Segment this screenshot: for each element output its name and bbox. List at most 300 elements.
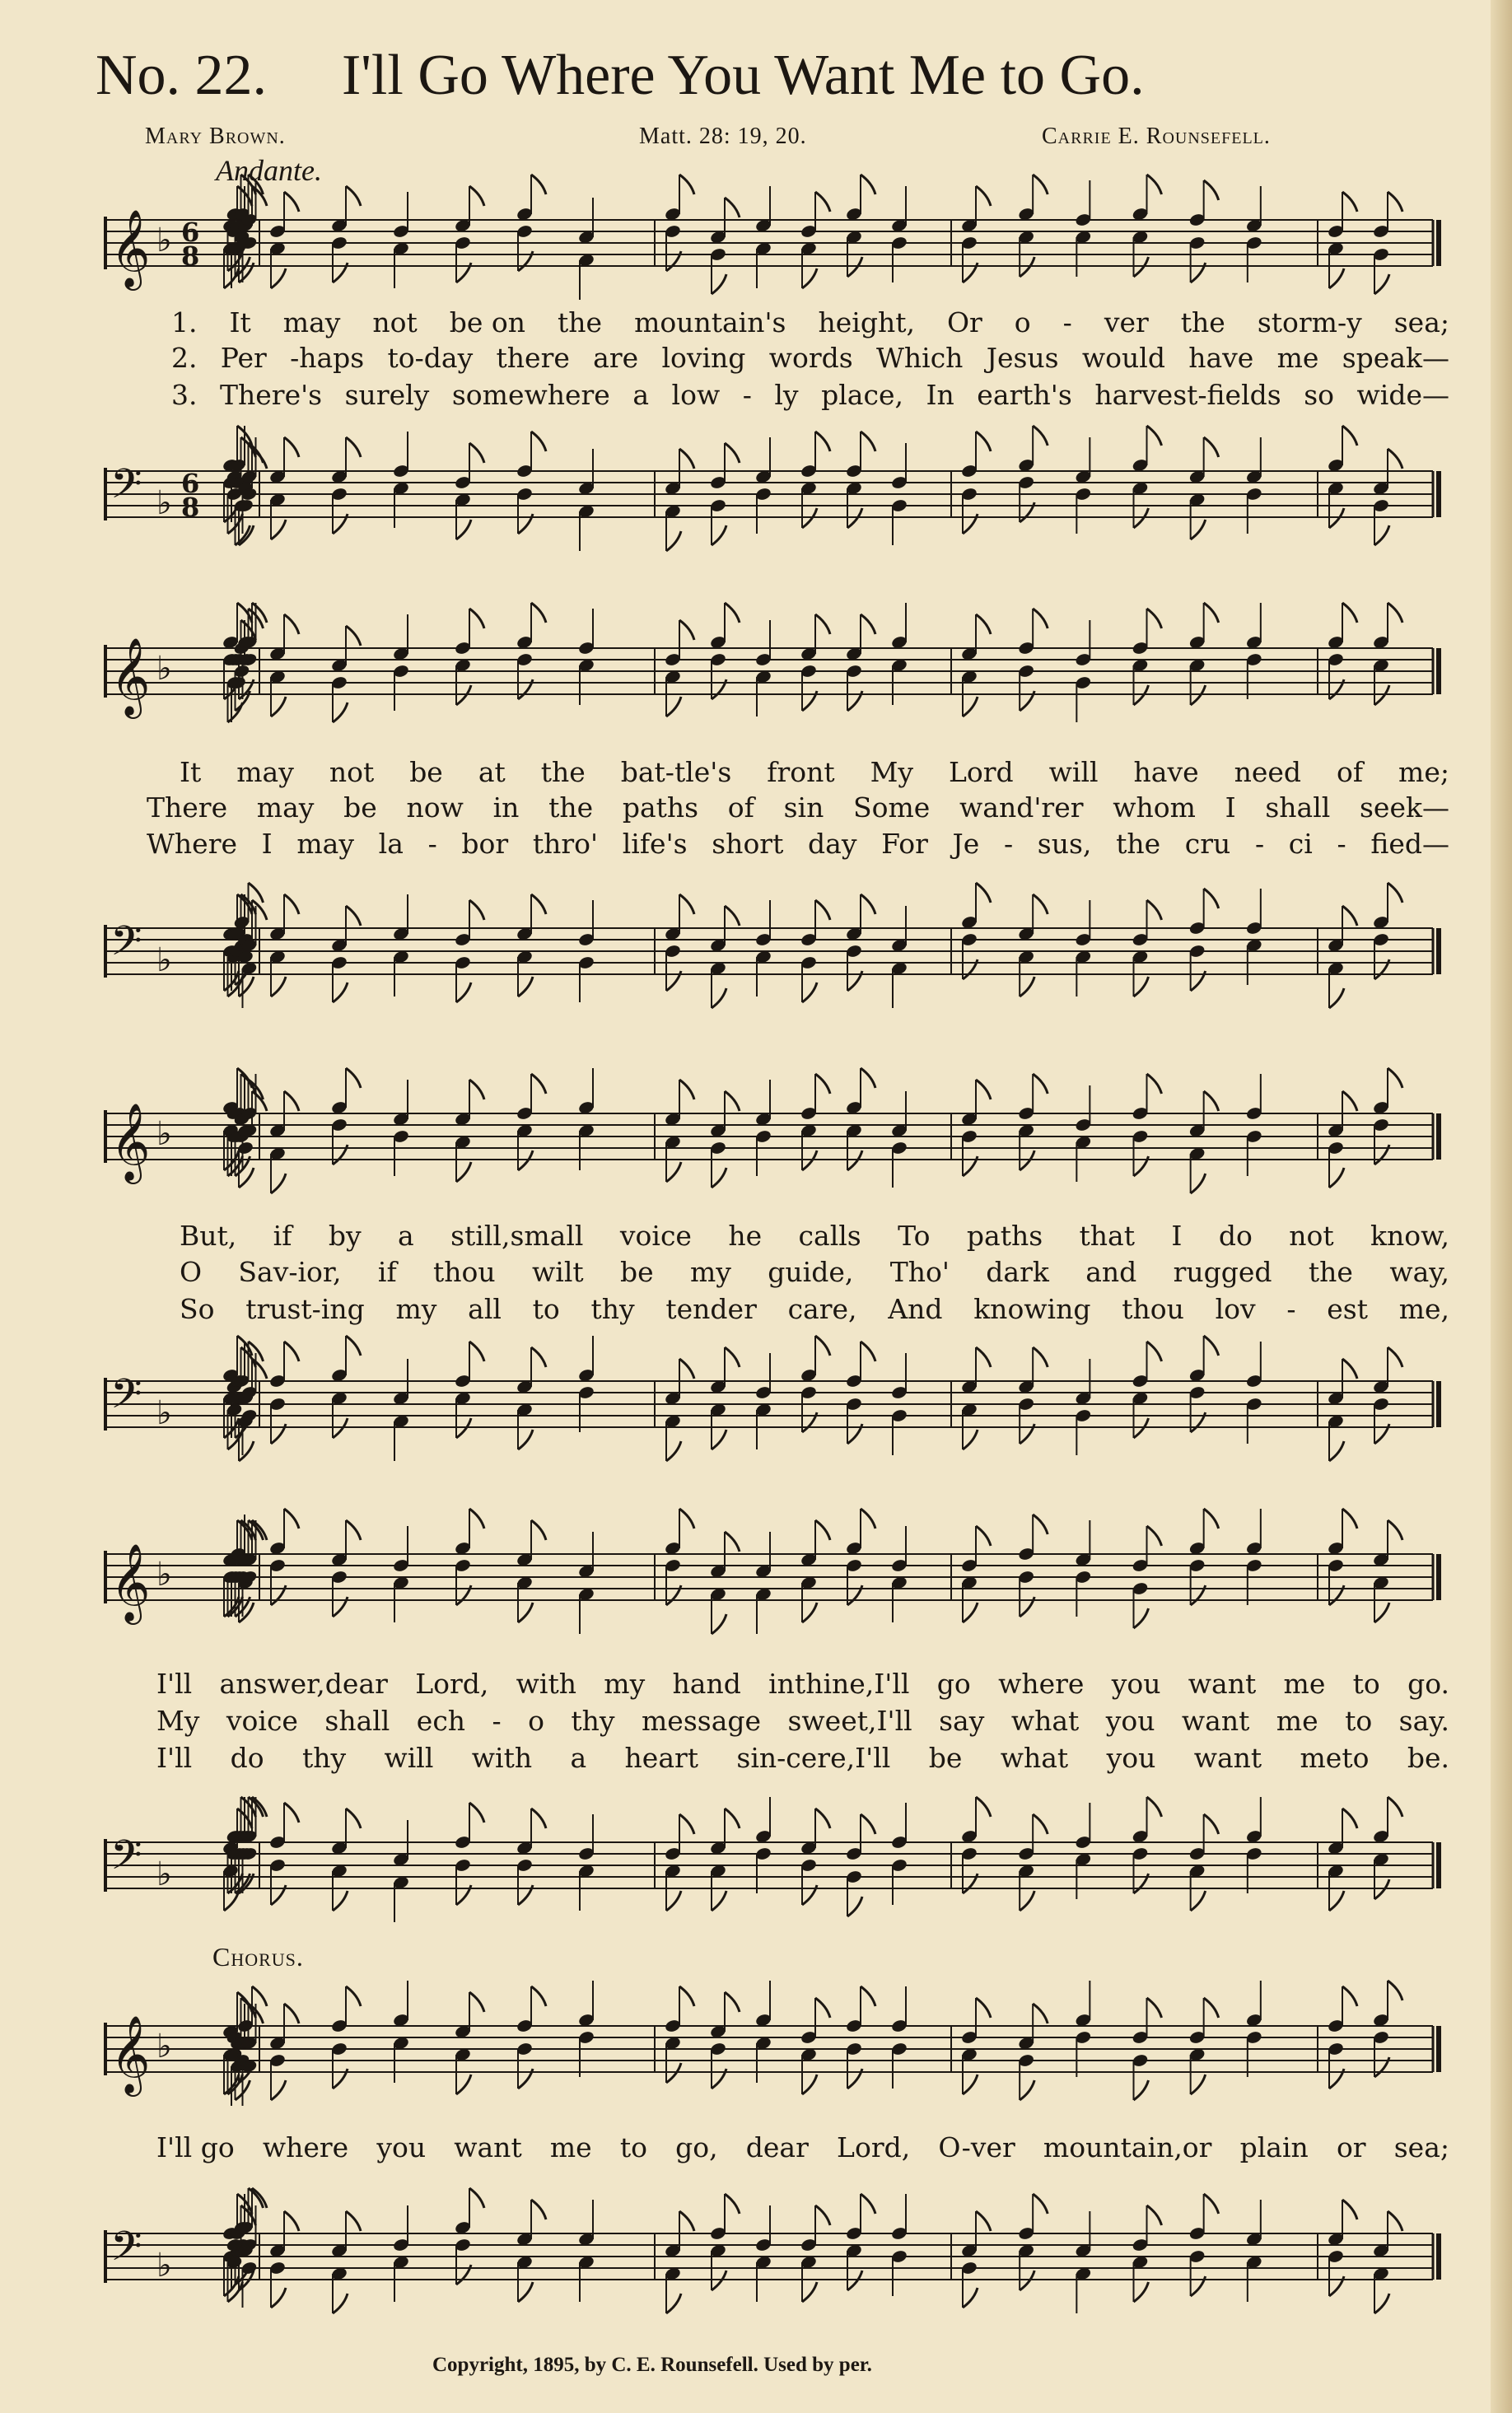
note-flag [1147, 175, 1162, 194]
note-flag [666, 1441, 681, 1461]
note-flag [712, 274, 726, 294]
note-flag [725, 443, 740, 463]
lyric-word: Or [946, 306, 982, 338]
bass-clef-icon: 𝄢 [110, 1832, 142, 1889]
system-1-verse-3 [0, 379, 1512, 412]
lyric-word: a [398, 1220, 414, 1252]
note-flag [861, 1068, 875, 1088]
lyric-word: hand [672, 1668, 741, 1700]
lyric-word: a [632, 379, 650, 411]
note-flag [1191, 1891, 1206, 1911]
lyric-word: be. [1407, 1742, 1449, 1774]
note-flag [271, 1174, 286, 1193]
lyric-word: shall [1265, 791, 1331, 824]
lyric-word: cru [1184, 828, 1231, 860]
copyright-notice: Copyright, 1895, by C. E. Rounsefell. Used by per. [432, 2354, 872, 2376]
note-flag [531, 1520, 546, 1540]
lyric-word: and [1085, 1256, 1137, 1288]
lyric-word: thou [433, 1256, 496, 1288]
lyric-word: of [1337, 756, 1364, 788]
note-flag [679, 2211, 694, 2231]
lyric-word: say [939, 1705, 985, 1737]
note-flag [333, 982, 348, 1002]
lyric-word: of [727, 791, 754, 824]
note-flag [252, 1986, 267, 2006]
note-flag [861, 894, 875, 914]
note-flag [847, 1897, 862, 1916]
bass-clef-icon: 𝄢 [110, 917, 142, 975]
lyric-word: may [296, 828, 354, 860]
note-flag [725, 603, 740, 623]
note-flag [237, 603, 252, 623]
note-flag [963, 697, 978, 716]
lyric-word: Per [220, 342, 267, 374]
lyric-word: me [549, 2131, 592, 2163]
flat-icon: ♭ [156, 1556, 172, 1594]
lyric-word: be [928, 1742, 963, 1774]
lyric-word: thro' [532, 828, 599, 860]
note-flag [271, 2080, 286, 2100]
lyric-word: Where [147, 828, 238, 860]
note-flag [1388, 192, 1402, 212]
note-flag [1374, 1603, 1389, 1622]
lyric-word: may [256, 791, 315, 824]
note-flag [531, 603, 546, 623]
note-flag [1204, 1998, 1219, 2018]
hymn-number: No. 22. [96, 44, 268, 107]
note-flag [531, 1074, 546, 1094]
lyric-word: with [516, 1668, 576, 1700]
note-flag [1204, 1091, 1219, 1111]
lyric-word: not [329, 756, 375, 788]
lyric-word: voice [226, 1705, 298, 1737]
lyric-word: there [496, 342, 570, 374]
lyric-word: by [328, 1220, 362, 1252]
note-flag [284, 894, 299, 914]
lyric-word: to-day [387, 342, 474, 374]
lyric-word: Lord, [837, 2131, 911, 2163]
system-3-verse-1 [0, 1220, 1512, 1253]
lyric-word: harvest-fields [1094, 379, 1281, 411]
note-flag [284, 437, 299, 457]
lyric-word: with [471, 1742, 533, 1774]
lyric-word: need [1234, 756, 1302, 788]
note-flag [725, 1992, 740, 2012]
note-flag [1191, 2075, 1206, 2094]
note-flag [1134, 2080, 1149, 2100]
lyric-word: voice [619, 1220, 692, 1252]
system-5-treble [0, 1972, 1512, 2125]
note-flag [1204, 180, 1219, 200]
lyric-word: all [468, 1293, 502, 1325]
note-flag [346, 626, 361, 646]
lyric-word: sweet,I'll [787, 1705, 912, 1737]
note-flag [861, 1509, 875, 1529]
note-flag [346, 1520, 361, 1540]
lyric-word: dark [986, 1256, 1049, 1288]
note-flag [1147, 1342, 1162, 1361]
lyric-word: - [1337, 828, 1346, 860]
lyric-word: somewhere [451, 379, 610, 411]
note-flag [284, 1091, 299, 1111]
note-flag [666, 697, 681, 716]
lyric-word: still,small [450, 1220, 584, 1252]
treble-clef-icon: 𝄞 [110, 637, 151, 716]
lyric-word: life's [622, 828, 688, 860]
note-flag [224, 1891, 239, 1911]
lyric-word: 3. [171, 379, 198, 411]
lyric-word: Tho' [889, 1256, 950, 1288]
lyric-word: now [406, 791, 464, 824]
time-signature-top: 6 [181, 217, 200, 248]
treble-clef-icon: 𝄞 [110, 1543, 151, 1622]
lyric-word: My [870, 756, 914, 788]
lyric-word: knowing [973, 1293, 1091, 1325]
lyric-word: me; [1398, 756, 1449, 788]
lyric-word: front [767, 756, 835, 788]
bass-clef-icon: 𝄢 [110, 1370, 142, 1428]
note-flag [976, 614, 991, 634]
lyric-word: be on [449, 306, 526, 338]
lyric-word: my [395, 1293, 437, 1325]
treble-clef-icon: 𝄞 [110, 1103, 151, 1181]
lyric-word: speak— [1342, 342, 1449, 374]
lyric-word: In [926, 379, 954, 411]
lyric-word: me [1276, 1705, 1318, 1737]
note-flag [1388, 2211, 1402, 2231]
lyric-word: day [808, 828, 857, 860]
lyric-word: -haps [290, 342, 365, 374]
lyric-word: in [492, 791, 520, 824]
note-flag [712, 1891, 726, 1911]
lyric-word: me [1283, 1668, 1326, 1700]
note-flag [469, 1992, 484, 2012]
note-flag [815, 432, 830, 451]
note-flag [725, 1532, 740, 1552]
tempo-marking: Andante. [216, 154, 322, 187]
lyric-word: So [180, 1293, 215, 1325]
lyric-word: I'll [156, 1742, 193, 1774]
note-flag [1134, 2282, 1149, 2302]
note-flag [666, 1162, 681, 1182]
lyric-word: my [604, 1668, 646, 1700]
note-flag [976, 1080, 991, 1099]
note-flag [861, 1814, 875, 1834]
lyric-word: have [1133, 756, 1199, 788]
note-flag [976, 432, 991, 451]
system-2-bass [0, 869, 1512, 1034]
lyric-word: calls [798, 1220, 861, 1252]
system-2-verse-3 [0, 828, 1512, 861]
lyric-word: There's [220, 379, 323, 411]
lyric-word: I [1225, 791, 1236, 824]
note-flag [815, 1336, 830, 1356]
note-flag [271, 2288, 286, 2308]
lyric-word: way, [1389, 1256, 1449, 1288]
note-flag [1147, 1074, 1162, 1094]
flat-icon: ♭ [156, 1394, 172, 1432]
lyric-word: lov [1215, 1293, 1256, 1325]
lyric-word: you [1106, 1742, 1156, 1774]
note-flag [469, 1080, 484, 1099]
lyric-word: Je [952, 828, 980, 860]
note-flag [802, 268, 817, 288]
note-flag [1147, 2205, 1162, 2225]
note-flag [284, 192, 299, 212]
note-flag [333, 2294, 348, 2313]
lyric-word: Lord, [415, 1668, 489, 1700]
note-flag [252, 1359, 267, 1379]
lyric-word: Sav-ior, [238, 1256, 342, 1288]
note-flag [1033, 2004, 1048, 2023]
note-flag [1342, 426, 1357, 446]
lyric-word: meto [1300, 1742, 1370, 1774]
note-flag [666, 1891, 681, 1911]
note-flag [1191, 1174, 1206, 1193]
note-flag [1134, 1608, 1149, 1628]
note-flag [456, 520, 471, 539]
note-flag [1388, 1520, 1402, 1540]
lyric-word: words [768, 342, 853, 374]
lyric-word: storm-y [1257, 306, 1362, 338]
lyric-word: to [532, 1293, 560, 1325]
flat-icon: ♭ [156, 650, 172, 688]
note-flag [1204, 1336, 1219, 1356]
note-flag [679, 1509, 694, 1529]
bass-clef-icon: 𝄢 [110, 460, 142, 518]
note-flag [963, 2288, 978, 2308]
note-flag [333, 1891, 348, 1911]
note-flag [725, 2194, 740, 2214]
note-flag [1342, 1986, 1357, 2006]
note-flag [976, 2211, 991, 2231]
flat-icon: ♭ [156, 2028, 172, 2065]
lyric-word: la [378, 828, 404, 860]
note-flag [1329, 988, 1344, 1008]
system-4-verse-3 [0, 1742, 1512, 1775]
note-flag [1374, 525, 1389, 545]
lyric-word: would [1081, 342, 1165, 374]
composer: Carrie E. Rounsefell. [1042, 124, 1271, 149]
note-flag [1388, 883, 1402, 903]
note-flag [1374, 2294, 1389, 2313]
note-flag [963, 2075, 978, 2094]
note-flag [815, 1520, 830, 1540]
note-flag [518, 1603, 533, 1622]
flat-icon: ♭ [156, 941, 172, 979]
note-flag [1033, 2194, 1048, 2214]
lyric-word: will [384, 1742, 434, 1774]
lyric-word: go. [1407, 1668, 1449, 1700]
note-flag [333, 702, 348, 722]
lyric-word: - [1254, 828, 1265, 860]
system-2-treble [0, 601, 1512, 741]
note-flag [1342, 2200, 1357, 2219]
note-flag [1134, 977, 1149, 996]
note-flag [976, 1526, 991, 1546]
lyric-word: - [1003, 828, 1014, 860]
lyric-word: ech [416, 1705, 466, 1737]
note-flag [802, 982, 817, 1002]
note-flag [271, 268, 286, 288]
lyric-word: mountain,or [1043, 2131, 1212, 2163]
lyric-word: loving [661, 342, 746, 374]
note-flag [1204, 1814, 1219, 1834]
note-flag [1342, 906, 1357, 926]
lyric-word: thy [571, 1705, 615, 1737]
note-flag [1388, 1797, 1402, 1817]
note-flag [456, 2075, 471, 2094]
note-flag [1147, 1797, 1162, 1817]
lyric-word: Lord [949, 756, 1014, 788]
note-flag [249, 883, 264, 903]
system-3-bass [0, 1334, 1512, 1474]
lyric-word: sin-cere,I'll [736, 1742, 891, 1774]
lyric-word: I [1171, 1220, 1183, 1252]
lyric-word: may [236, 756, 294, 788]
note-flag [861, 2194, 875, 2214]
note-flag [802, 2282, 817, 2302]
note-flag [1329, 268, 1344, 288]
lyric-word: O [180, 1256, 203, 1288]
lyric-word: wide— [1356, 379, 1449, 411]
lyric-word: sea; [1393, 2131, 1449, 2163]
note-flag [531, 894, 546, 914]
lyric-word: where [998, 1668, 1085, 1700]
note-flag [518, 2282, 533, 2302]
lyric-word: to [1352, 1668, 1380, 1700]
lyric-word: - [742, 379, 752, 411]
lyric-word: thy [590, 1293, 635, 1325]
lyric-word: Which [875, 342, 964, 374]
note-flag [861, 1342, 875, 1361]
lyric-word: fied— [1370, 828, 1449, 860]
note-flag [861, 432, 875, 451]
lyric-word: answer,dear [219, 1668, 388, 1700]
note-flag [1329, 1441, 1344, 1461]
system-4-verse-2 [0, 1705, 1512, 1738]
scripture-ref: Matt. 28: 19, 20. [639, 124, 807, 149]
note-flag [469, 609, 484, 628]
note-flag [1329, 1168, 1344, 1188]
lyric-word: height, [818, 306, 915, 338]
lyric-word: bor [461, 828, 509, 860]
note-flag [725, 198, 740, 217]
note-flag [1033, 894, 1048, 914]
note-flag [1033, 609, 1048, 628]
note-flag [284, 1509, 299, 1529]
note-flag [271, 697, 286, 716]
note-flag [976, 883, 991, 903]
lyric-word: you [1105, 1705, 1155, 1737]
bass-clef-icon: 𝄢 [110, 2223, 142, 2280]
lyric-word: the [558, 306, 603, 338]
lyric-word: want [1193, 1742, 1262, 1774]
lyric-word: go [936, 1668, 971, 1700]
lyric-word: the [1308, 1256, 1353, 1288]
note-flag [963, 1603, 978, 1622]
staff-lines [105, 1842, 1433, 1888]
note-flag [1342, 1091, 1357, 1111]
note-flag [1204, 603, 1219, 623]
note-flag [518, 977, 533, 996]
note-flag [1020, 1891, 1034, 1911]
lyric-word: not [1289, 1220, 1334, 1252]
note-flag [1388, 603, 1402, 623]
lyric-word: the [1180, 306, 1225, 338]
note-flag [1388, 449, 1402, 469]
note-flag [284, 614, 299, 634]
note-flag [679, 1814, 694, 1834]
system-4-treble [0, 1499, 1512, 1655]
note-flag [679, 1986, 694, 2006]
note-flag [1342, 1809, 1357, 1828]
note-flag [802, 1603, 817, 1622]
lyric-word: to [1345, 1705, 1373, 1737]
note-flag [1342, 1509, 1357, 1529]
note-flag [1388, 1068, 1402, 1088]
note-flag [469, 2188, 484, 2208]
note-flag [239, 1441, 254, 1461]
note-flag [284, 1803, 299, 1823]
note-flag [976, 1347, 991, 1367]
note-flag [469, 186, 484, 206]
note-flag [679, 1080, 694, 1099]
lyric-word: low [671, 379, 721, 411]
lyric-word: tender [665, 1293, 757, 1325]
note-flag [346, 437, 361, 457]
note-flag [861, 1986, 875, 2006]
lyric-word: what [1000, 1742, 1069, 1774]
note-flag [531, 2200, 546, 2219]
system-2-verse-1 [0, 756, 1512, 789]
lyric-word: My [156, 1705, 200, 1737]
lyric-word: to [619, 2131, 647, 2163]
lyric-word: you [376, 2131, 427, 2163]
note-flag [679, 894, 694, 914]
lyric-word: thou [1122, 1293, 1184, 1325]
lyric-word: shall [324, 1705, 390, 1737]
note-flag [1329, 1891, 1344, 1911]
lyric-word: paths [622, 791, 699, 824]
note-flag [725, 1347, 740, 1367]
flat-icon: ♭ [156, 1855, 172, 1893]
lyric-word: est [1327, 1293, 1368, 1325]
note-flag [469, 443, 484, 463]
note-flag [1147, 1526, 1162, 1546]
system-1-bass [0, 420, 1512, 568]
lyric-word: me [1276, 342, 1319, 374]
lyricist: Mary Brown. [145, 124, 286, 149]
lyric-word: heart [624, 1742, 699, 1774]
lyric-word: wand'rer [959, 791, 1084, 824]
lyric-word: be [619, 1256, 654, 1288]
note-flag [666, 531, 681, 551]
lyric-word: And [888, 1293, 943, 1325]
lyric-word: sus, [1037, 828, 1092, 860]
lyric-word: say. [1398, 1705, 1449, 1737]
system-4-bass [0, 1783, 1512, 1948]
note-flag [1033, 426, 1048, 446]
note-flag [284, 1342, 299, 1361]
lyric-word: me, [1398, 1293, 1449, 1325]
lyric-word: 2. [171, 342, 198, 374]
note-flag [1033, 1347, 1048, 1367]
lyric-word: go, [675, 2131, 718, 2163]
system-3-verse-2 [0, 1256, 1512, 1289]
note-flag [712, 988, 726, 1008]
lyric-word: the [540, 756, 586, 788]
